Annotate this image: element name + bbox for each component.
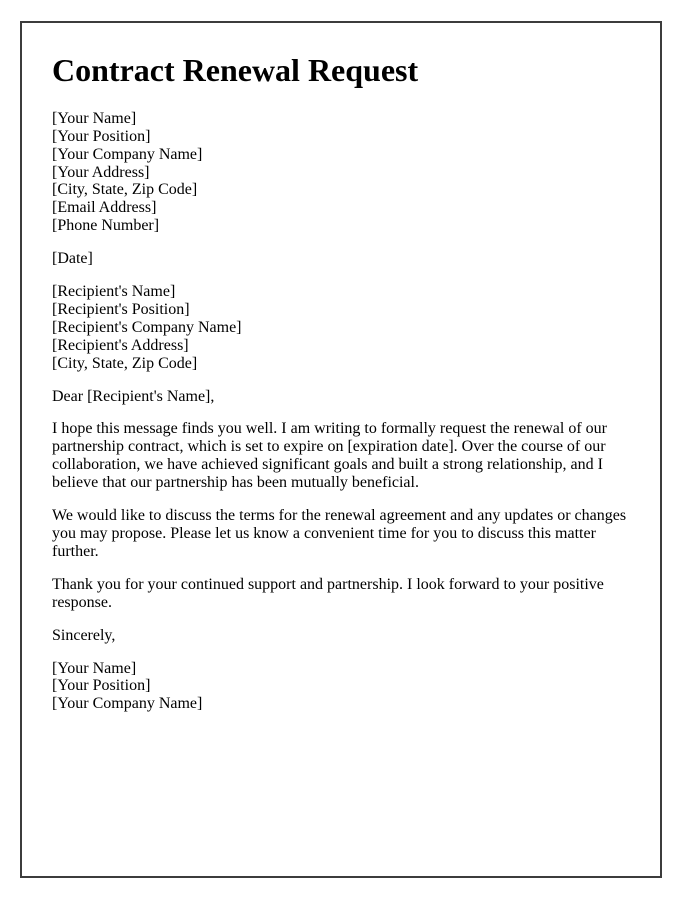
paragraph-3: Thank you for your continued support and partnership. I look forward to your positive response. [52,575,604,611]
sender-city-line: [City, State, Zip Code] [52,181,198,199]
sender-block [52,110,630,235]
sender-company-line: [Your Company Name] [52,145,203,163]
paragraph-1: I hope this message finds you well. I am writing to formally request the renewal of our partnership contract, which is set to expire on [expiration date]. Over the course of our collaboration, we have achieved significant goals and built a strong relationship, and I believe that our partnership has been mutually beneficial. [52,420,607,492]
page-title: Contract Renewal Request [52,52,419,88]
recipient-company-line: [Recipient's Company Name] [52,318,242,336]
salutation: Dear [Recipient's Name], [52,387,215,405]
recipient-name-line: [Recipient's Name] [52,283,176,301]
date-line: [Date] [52,250,93,268]
recipient-address-line: [Recipient's Address] [52,336,189,354]
signature-company-line: [Your Company Name] [52,695,203,713]
date-block [52,250,630,268]
signature-block [52,660,630,714]
sender-position-line: [Your Position] [52,127,151,145]
sender-email-line: [Email Address] [52,199,157,217]
recipient-city-line: [City, State, Zip Code] [52,354,198,372]
recipient-position-line: [Recipient's Position] [52,300,190,318]
closing: Sincerely, [52,626,116,644]
recipient-block [52,283,630,373]
sender-name-line: [Your Name] [52,109,137,127]
sender-address-line: [Your Address] [52,163,150,181]
signature-name-line: [Your Name] [52,659,137,677]
letter-page [20,21,662,878]
signature-position-line: [Your Position] [52,677,151,695]
paragraph-2: We would like to discuss the terms for the renewal agreement and any updates or changes you may propose. Please let us know a convenient time for you to discuss this matter further. [52,507,627,560]
sender-phone-line: [Phone Number] [52,217,160,235]
